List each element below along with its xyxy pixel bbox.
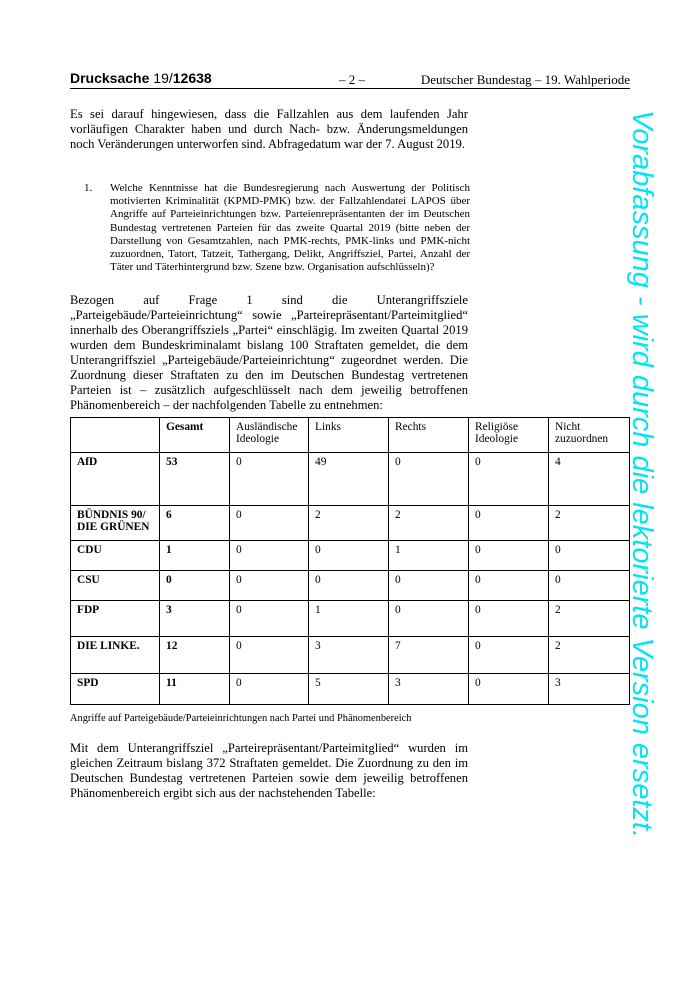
value-cell: 0 <box>389 453 469 506</box>
party-cell: CDU <box>71 541 160 571</box>
table-row <box>71 541 630 571</box>
value-cell: 0 <box>230 541 309 571</box>
header-cell: Ausländische Ideologie <box>230 418 309 453</box>
header-cell <box>71 418 160 453</box>
value-cell: 5 <box>309 674 389 705</box>
document-number <box>70 70 212 86</box>
value-cell: 0 <box>309 541 389 571</box>
value-cell: 53 <box>160 453 230 506</box>
value-cell: 3 <box>160 601 230 637</box>
page-header <box>70 70 630 89</box>
value-cell: 0 <box>469 674 549 705</box>
intro-paragraph: Es sei darauf hingewiesen, dass die Fallzahlen aus dem laufenden Jahr vorläufigen Charakter haben und durch Nach- bzw. Änderungsmeldungen noch Veränderungen unterworfen sind. Abfragedatum war der 7. August 2019. <box>70 107 468 151</box>
answer-paragraph: Bezogen auf Frage 1 sind die Unterangriffsziele „Parteigebäude/Parteieinrichtung“ sowie „Parteirepräsentant/Parteimitglied“ innerhalb des Oberangriffsziels „Partei“ einschlägig. Im zweiten Quartal 2019 wurden dem Bundeskriminalamt bislang 100 Straftaten gemeldet, die dem Unterangriffsziel „Parteigebäude/Parteieinrichtung“ zugeordnet werden. Die Zuordnung dieser Straftaten zu den im Deutschen Bundestag vertretenen Parteien ist – zusätzlich aufgeschlüsselt nach dem jeweilig betroffenen Phänomenbereich – der nachfolgenden Tabelle zu entnehmen: <box>70 293 468 412</box>
value-cell: 1 <box>389 541 469 571</box>
party-cell: AfD <box>71 453 160 506</box>
value-cell: 0 <box>469 541 549 571</box>
value-cell: 6 <box>160 506 230 541</box>
party-cell: CSU <box>71 571 160 601</box>
value-cell: 0 <box>389 601 469 637</box>
table-caption: Angriffe auf Parteigebäude/Parteieinrichtungen nach Partei und Phänomenbereich <box>70 713 412 724</box>
value-cell: 0 <box>469 601 549 637</box>
attacks-table <box>70 417 630 705</box>
question-text: Welche Kenntnisse hat die Bundesregierung nach Auswertung der Politisch motivierten Kriminalität (KPMD-PMK) bzw. der Fallzahlendatei LAPOS über Angriffe auf Parteieinrichtungen bzw. Parteienrepräsentanten der im Deutschen Bundestag vertretenen Parteien für das zweite Quartal 2019 (bitte neben der Darstellung von Gesamtzahlen, nach PMK-rechts, PMK-links und PMK-nicht zuzuordnen, Tatort, Tatzeit, Tathergang, Delikt, Angriffsziel, Partei, Anzahl der Täter und Täterhintergrund bzw. Szene bzw. Organisation aufschlüsseln)? <box>110 182 470 274</box>
watermark-text: Vorabfassung - wird durch die lektorierte Version ersetzt. <box>626 110 658 839</box>
question-number: 1. <box>84 182 93 194</box>
party-cell: SPD <box>71 674 160 705</box>
value-cell: 11 <box>160 674 230 705</box>
header-cell: Links <box>309 418 389 453</box>
draft-watermark <box>626 110 700 910</box>
question-block <box>84 182 470 274</box>
doc-number: 12638 <box>172 70 212 86</box>
value-cell: 3 <box>309 637 389 674</box>
value-cell: 7 <box>389 637 469 674</box>
value-cell: 1 <box>160 541 230 571</box>
value-cell: 0 <box>469 506 549 541</box>
value-cell: 2 <box>549 506 630 541</box>
value-cell: 1 <box>309 601 389 637</box>
value-cell: 0 <box>549 541 630 571</box>
closing-paragraph: Mit dem Unterangriffsziel „Parteirepräsentant/Parteimitglied“ wurden im gleichen Zeitraum bislang 372 Straftaten gemeldet. Die Zuordnung zu den im Deutschen Bundestag vertretenen Parteien sowie dem jeweilig betroffenen Phänomenbereich ergibt sich aus der nachstehenden Tabelle: <box>70 741 468 800</box>
value-cell: 49 <box>309 453 389 506</box>
value-cell: 0 <box>389 571 469 601</box>
table-header-row <box>71 418 630 453</box>
header-cell: Nicht zuzuordnen <box>549 418 630 453</box>
value-cell: 0 <box>549 571 630 601</box>
header-institution: Deutscher Bundestag – 19. Wahlperiode <box>420 72 630 87</box>
table-row <box>71 506 630 541</box>
value-cell: 0 <box>469 571 549 601</box>
value-cell: 0 <box>230 637 309 674</box>
value-cell: 0 <box>230 601 309 637</box>
header-cell: Rechts <box>389 418 469 453</box>
party-cell: DIE LINKE. <box>71 637 160 674</box>
party-cell: BÜNDNIS 90/ DIE GRÜNEN <box>71 506 160 541</box>
table-row <box>71 571 630 601</box>
value-cell: 12 <box>160 637 230 674</box>
page-number: – 2 – <box>339 72 365 87</box>
value-cell: 2 <box>389 506 469 541</box>
value-cell: 0 <box>469 637 549 674</box>
value-cell: 2 <box>549 601 630 637</box>
doc-prefix: Drucksache <box>70 70 154 86</box>
value-cell: 0 <box>230 571 309 601</box>
header-cell: Religiöse Ideologie <box>469 418 549 453</box>
doc-period: 19/ <box>153 70 173 86</box>
value-cell: 4 <box>549 453 630 506</box>
value-cell: 0 <box>230 453 309 506</box>
value-cell: 3 <box>389 674 469 705</box>
value-cell: 0 <box>160 571 230 601</box>
party-cell: FDP <box>71 601 160 637</box>
table-row <box>71 601 630 637</box>
value-cell: 0 <box>309 571 389 601</box>
value-cell: 2 <box>309 506 389 541</box>
table-row <box>71 453 630 506</box>
value-cell: 0 <box>230 674 309 705</box>
value-cell: 0 <box>469 453 549 506</box>
value-cell: 0 <box>230 506 309 541</box>
header-cell: Gesamt <box>160 418 230 453</box>
value-cell: 3 <box>549 674 630 705</box>
value-cell: 2 <box>549 637 630 674</box>
table-row <box>71 637 630 674</box>
table-row <box>71 674 630 705</box>
